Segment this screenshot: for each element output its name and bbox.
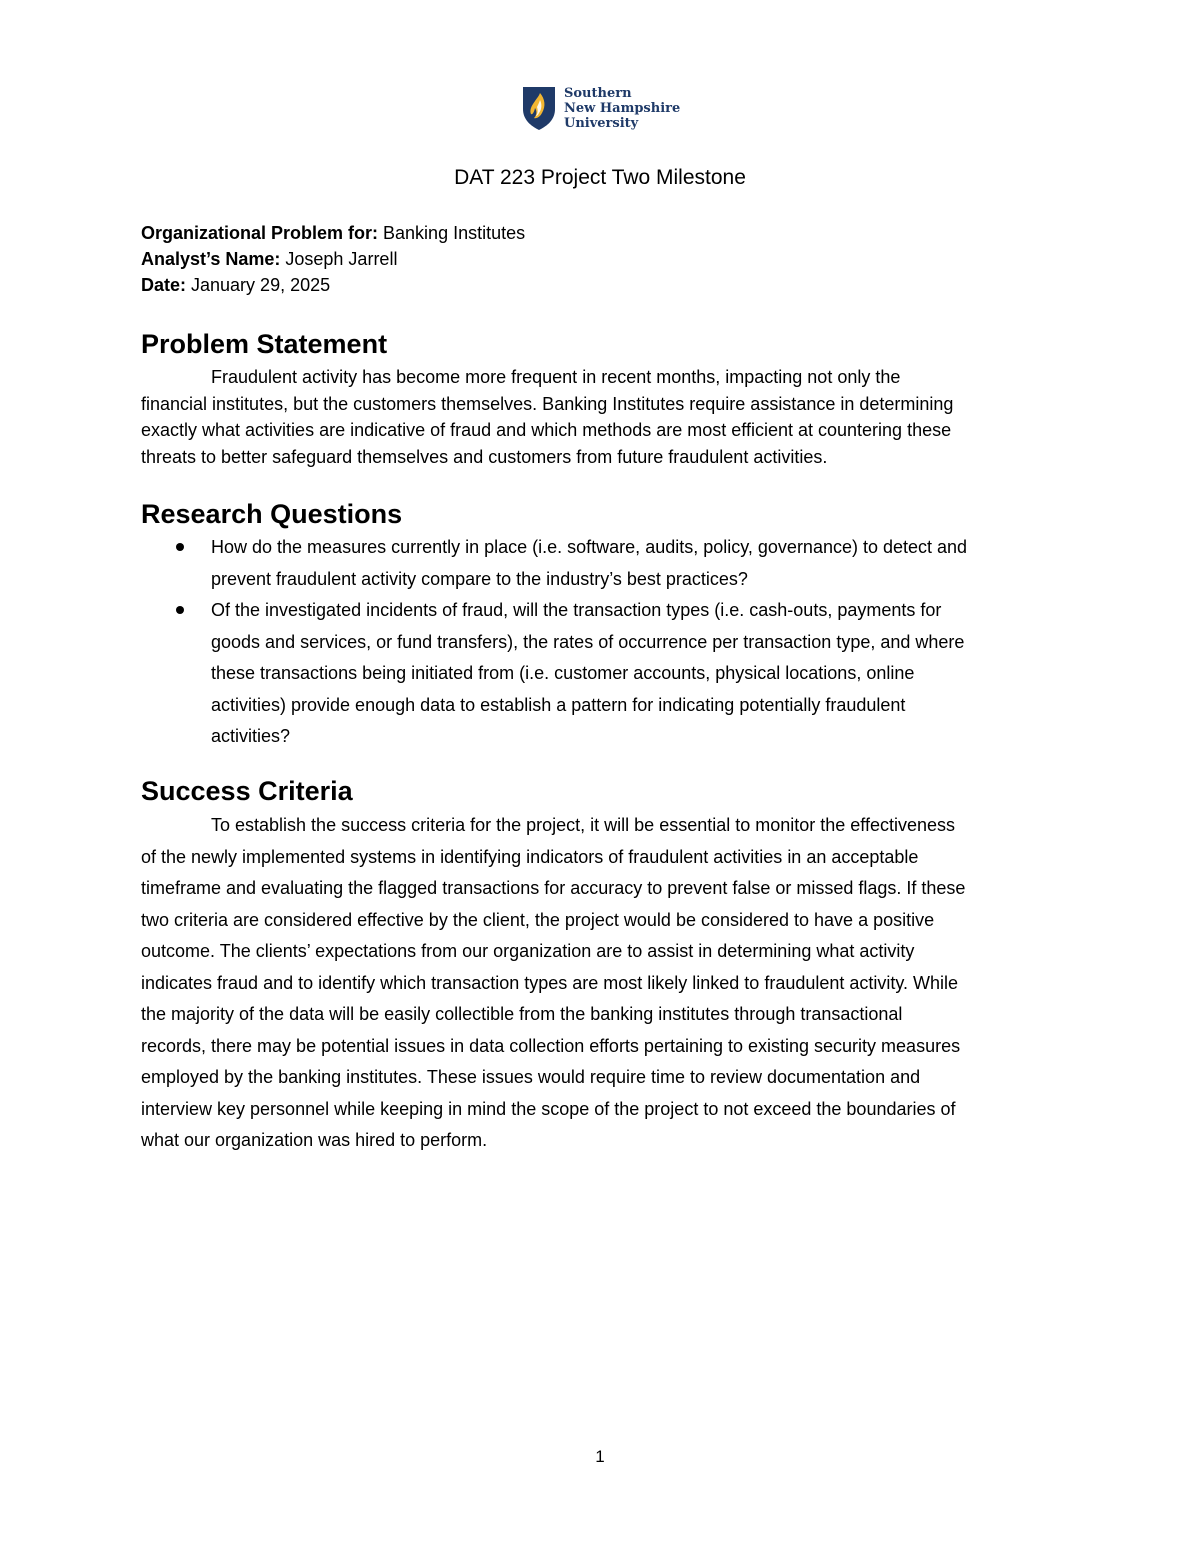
page-number: 1	[595, 1447, 605, 1466]
meta-analyst	[141, 246, 525, 272]
list-item-line: Of the investigated incidents of fraud, will the transaction types (i.e. cash-outs, payments for	[211, 600, 942, 620]
bullet-icon	[176, 543, 184, 551]
document-meta	[141, 220, 525, 298]
list-item-line: activities) provide enough data to establish a pattern for indicating potentially fraudulent	[211, 694, 906, 715]
list-item	[141, 532, 1071, 595]
logo-line-3: University	[564, 115, 639, 131]
problem-line: financial institutes, but the customers themselves. Banking Institutes require assistance in determining	[141, 393, 954, 414]
research-questions-list	[141, 532, 1071, 753]
success-line: outcome. The clients’ expectations from our organization are to assist in determining what activity	[141, 941, 915, 961]
list-item-line: goods and services, or fund transfers), the rates of occurrence per transaction type, and where	[211, 631, 965, 652]
problem-line: exactly what activities are indicative of fraud and which methods are most efficient at countering these	[141, 420, 952, 440]
logo-line-2: New Hampshire	[564, 100, 681, 116]
logo-wordmark	[564, 86, 680, 131]
meta-analyst-value: Joseph Jarrell	[280, 249, 398, 269]
shield-flame-icon	[520, 85, 558, 131]
success-line: To establish the success criteria for the project, it will be essential to monitor the effectiveness	[211, 815, 956, 835]
success-line: indicates fraud and to identify which transaction types are most likely linked to fraudulent activity. While	[141, 972, 959, 993]
success-line: records, there may be potential issues in data collection efforts pertaining to existing security measures	[141, 1035, 961, 1056]
success-line: timeframe and evaluating the flagged transactions for accuracy to prevent false or missed flags. If these	[141, 878, 966, 898]
meta-date	[141, 272, 525, 298]
success-line: employed by the banking institutes. These issues would require time to review documentation and	[141, 1067, 921, 1087]
problem-line: Fraudulent activity has become more frequent in recent months, impacting not only the	[211, 367, 901, 387]
research-questions-heading: Research Questions	[141, 499, 403, 529]
bullet-icon	[176, 606, 184, 614]
meta-problem	[141, 220, 525, 246]
list-item-line: How do the measures currently in place (i.e. software, audits, policy, governance) to detect and	[211, 537, 968, 557]
success-line: what our organization was hired to perform.	[141, 1130, 488, 1150]
success-line: of the newly implemented systems in identifying indicators of fraudulent activities in an acceptable	[141, 846, 919, 867]
list-item	[141, 595, 1071, 753]
meta-analyst-label: Analyst’s Name:	[141, 249, 281, 269]
logo-line-1: Southern	[564, 85, 632, 101]
problem-statement-heading: Problem Statement	[141, 329, 388, 359]
list-item-line: these transactions being initiated from (i.e. customer accounts, physical locations, online	[211, 663, 915, 683]
meta-date-value: January 29, 2025	[186, 275, 331, 295]
problem-statement-body	[141, 364, 1061, 470]
meta-problem-value: Banking Institutes	[378, 223, 526, 243]
problem-line: threats to better safeguard themselves and customers from future fraudulent activities.	[141, 446, 828, 467]
list-item-line: prevent fraudulent activity compare to the industry’s best practices?	[211, 568, 748, 589]
success-line: interview key personnel while keeping in mind the scope of the project to not exceed the boundaries of	[141, 1098, 956, 1119]
document-title: DAT 223 Project Two Milestone	[454, 166, 746, 189]
success-criteria-body	[141, 810, 1061, 1157]
success-line: the majority of the data will be easily collectible from the banking institutes through transactional	[141, 1004, 903, 1024]
list-item-line: activities?	[211, 726, 291, 746]
success-criteria-heading: Success Criteria	[141, 776, 353, 806]
success-line: two criteria are considered effective by the client, the project would be considered to have a positive	[141, 909, 935, 930]
university-logo	[520, 84, 680, 132]
meta-problem-label: Organizational Problem for:	[141, 223, 379, 243]
meta-date-label: Date:	[141, 275, 187, 295]
